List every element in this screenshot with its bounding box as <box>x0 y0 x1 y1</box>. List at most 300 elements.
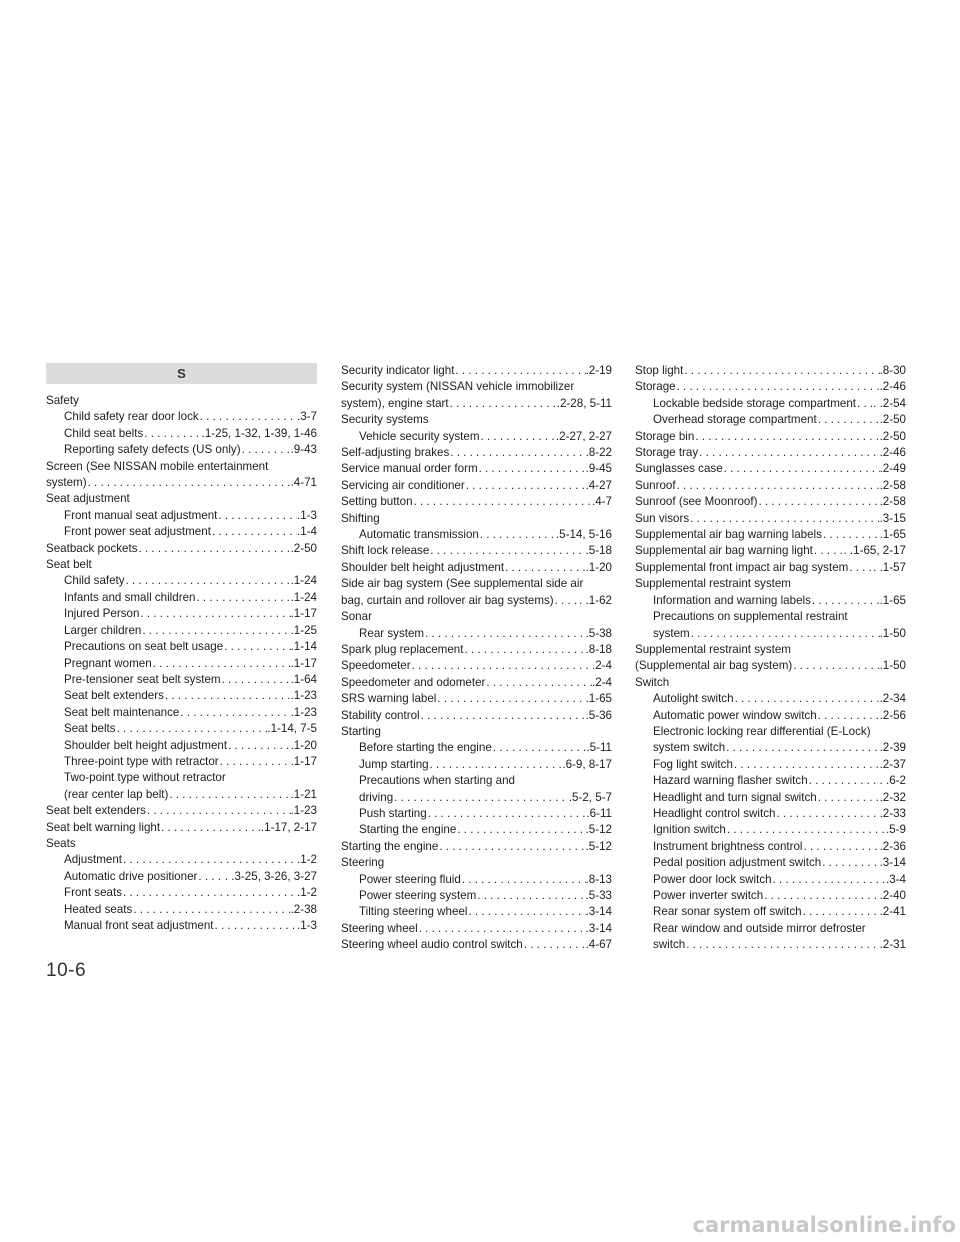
index-entry <box>635 429 906 445</box>
index-entry <box>635 379 906 395</box>
dot-leader <box>219 754 291 770</box>
index-entry <box>46 688 317 704</box>
index-entry <box>341 560 612 576</box>
index-entry <box>635 396 906 412</box>
dot-leader <box>476 888 585 904</box>
index-entry-term: Larger children <box>64 623 142 637</box>
index-entry-page: .2-46 <box>879 380 906 394</box>
dot-leader <box>438 839 585 855</box>
index-entry-page: .3-15 <box>879 511 906 525</box>
index-entry-term: Supplemental restraint system <box>635 577 791 591</box>
index-entry <box>341 691 612 707</box>
index-entry <box>46 541 317 557</box>
index-entry-page: .1-23 <box>290 705 317 719</box>
dot-leader <box>141 623 290 639</box>
dot-leader <box>676 379 880 395</box>
index-entry-page: .6-9, 8-17 <box>562 757 612 771</box>
dot-leader <box>554 593 579 609</box>
index-entry-page: .1-17 <box>290 607 317 621</box>
index-entry <box>46 557 317 573</box>
index-entry <box>341 363 612 379</box>
index-entry-page: .3-14 <box>585 921 612 935</box>
index-entry-page: .1-14 <box>290 640 317 654</box>
index-entry <box>46 836 317 852</box>
dot-leader <box>429 757 563 773</box>
index-entry-page: .1-65 <box>879 593 906 607</box>
index-entry <box>635 691 906 707</box>
index-entry-term: (rear center lap belt) <box>64 787 169 801</box>
index-entry <box>341 412 612 428</box>
index-entry-term: Starting the engine <box>341 839 439 853</box>
index-entry-page: .2-27, 2-27 <box>555 429 612 443</box>
dot-leader <box>822 527 880 543</box>
dot-leader <box>214 918 298 934</box>
index-entry-term: Autolight switch <box>653 692 734 706</box>
index-entry-term: Ignition switch <box>653 823 726 837</box>
index-entry-page: .5-38 <box>585 626 612 640</box>
index-entry-term: Three-point type with retractor <box>64 754 219 768</box>
index-entry-page: .2-37 <box>879 757 906 771</box>
dot-leader <box>467 904 585 920</box>
section-letter-header <box>46 363 317 384</box>
index-entry <box>635 773 906 789</box>
dot-leader <box>456 822 585 838</box>
index-entry-term: Steering wheel audio control switch <box>341 938 523 952</box>
index-entry <box>341 839 612 855</box>
dot-leader <box>461 872 586 888</box>
index-entry-term: Speedometer <box>341 659 411 673</box>
index-entry-term: Sunroof <box>635 478 676 492</box>
index-entry-page: .9-43 <box>290 443 317 457</box>
index-entry <box>635 855 906 871</box>
index-entry <box>635 609 906 625</box>
index-entry-term: Child safety <box>64 574 125 588</box>
index-entry-term: Push starting <box>359 806 427 820</box>
index-entry-term: Headlight and turn signal switch <box>653 790 817 804</box>
index-entry-page: .2-33 <box>879 806 906 820</box>
index-entry <box>635 740 906 756</box>
dot-leader <box>241 442 291 458</box>
index-entry <box>341 429 612 445</box>
dot-leader <box>817 708 880 724</box>
index-entry <box>46 738 317 754</box>
dot-leader <box>690 626 880 642</box>
index-entry-page: .1-65 <box>879 528 906 542</box>
index-entry-page: .1-21 <box>290 787 317 801</box>
dot-leader <box>449 396 557 412</box>
index-entry-term: system) <box>46 476 87 490</box>
dot-leader <box>221 672 291 688</box>
index-entry-term: Automatic transmission <box>359 528 479 542</box>
dot-leader <box>199 409 297 425</box>
index-entry <box>635 806 906 822</box>
index-entry-page: .1-24 <box>290 590 317 604</box>
index-entry <box>341 773 612 789</box>
index-entry-term: Seat belts <box>64 722 116 736</box>
index-entry <box>46 885 317 901</box>
dot-leader <box>808 773 886 789</box>
index-entry <box>341 576 612 592</box>
index-entry <box>635 527 906 543</box>
index-entry-page: .2-19 <box>585 364 612 377</box>
index-entry-page: .1-3 <box>297 919 317 932</box>
index-entry <box>341 642 612 658</box>
section-letter: S <box>177 366 186 381</box>
index-entry-term: Shoulder belt height adjustment <box>64 738 228 752</box>
dot-leader <box>122 885 297 901</box>
index-entry-term: Servicing air conditioner <box>341 478 465 492</box>
dot-leader <box>685 937 879 953</box>
index-entry-term: Supplemental air bag warning labels <box>635 528 822 542</box>
index-entry-page: .5-2, 5-7 <box>568 790 612 804</box>
index-entry-term: Switch <box>635 675 670 689</box>
index-entry <box>341 626 612 642</box>
dot-leader <box>217 508 297 524</box>
dot-leader <box>775 806 879 822</box>
index-entry <box>635 593 906 609</box>
index-entry <box>341 609 612 625</box>
dot-leader <box>463 642 585 658</box>
dot-leader <box>723 461 880 477</box>
index-entry-term: Stop light <box>635 364 684 377</box>
index-entry-page: .2-56 <box>879 708 906 722</box>
index-entry-page: .2-41 <box>879 905 906 919</box>
index-entry-term: SRS warning label <box>341 692 437 706</box>
index-entry <box>46 475 317 491</box>
index-entry <box>635 494 906 510</box>
index-entry-term: Shoulder belt height adjustment <box>341 560 505 574</box>
index-entry-term: Power steering fluid <box>359 872 461 886</box>
index-entry-page: .1-17, 2-17 <box>260 820 317 834</box>
index-entry-term: Spark plug replacement <box>341 642 464 656</box>
index-entry-page: .5-12 <box>585 823 612 837</box>
index-entry <box>46 524 317 540</box>
dot-leader <box>125 573 291 589</box>
index-entry-page: .2-4 <box>592 659 612 673</box>
index-entry-term: Starting <box>341 724 381 738</box>
dot-leader <box>523 937 586 953</box>
index-entry <box>46 787 317 803</box>
dot-leader <box>197 869 224 885</box>
index-entry-page: .6-11 <box>586 806 612 820</box>
dot-leader <box>689 511 879 527</box>
index-entry-term: Seats <box>46 836 76 850</box>
dot-leader <box>420 708 586 724</box>
dot-leader <box>772 872 886 888</box>
index-entry-page: .1-25 <box>290 623 317 637</box>
dot-leader <box>763 888 879 904</box>
dot-leader <box>694 429 879 445</box>
dot-leader <box>87 475 291 491</box>
index-entry-page: .2-40 <box>879 889 906 902</box>
index-entry-page: .5-36 <box>585 708 612 722</box>
index-entry <box>341 921 612 937</box>
index-entry-page: .5-18 <box>585 544 612 558</box>
dot-leader <box>454 363 585 379</box>
index-entry-term: Steering <box>341 856 385 870</box>
index-entry-term: Setting button <box>341 495 413 509</box>
index-entry-page: .2-50 <box>879 413 906 427</box>
index-entry-term: Safety <box>46 394 79 407</box>
index-entry-page: .4-67 <box>585 938 612 952</box>
index-entry-term: Automatic drive positioner <box>64 869 198 883</box>
index-entry-term: Seat belt <box>46 558 92 572</box>
dot-leader <box>480 429 556 445</box>
index-entry-term: Rear sonar system off switch <box>653 905 802 919</box>
index-entry-term: Power inverter switch <box>653 889 764 902</box>
index-entry-page: .8-30 <box>879 364 906 377</box>
index-entry-page: .2-31 <box>879 938 906 952</box>
index-entry <box>46 770 317 786</box>
index-entry-page: .1-65 <box>585 692 612 706</box>
index-entry <box>341 855 612 871</box>
index-entry-term: Rear window and outside mirror defroster <box>653 921 866 935</box>
index-entry-term: Security systems <box>341 413 429 427</box>
index-entry-term: Precautions on supplemental restraint <box>653 610 848 624</box>
dot-leader <box>411 658 592 674</box>
index-entry-page: .3-14 <box>585 905 612 919</box>
index-entry-term: Storage tray <box>635 446 699 460</box>
index-entry <box>341 740 612 756</box>
index-entry-page: .1-23 <box>290 689 317 703</box>
index-entry <box>635 822 906 838</box>
dot-leader <box>811 593 880 609</box>
index-entry-term: Automatic power window switch <box>653 708 817 722</box>
index-entry-page: .1-20 <box>290 738 317 752</box>
index-entry-term: Self-adjusting brakes <box>341 446 450 460</box>
index-entry-page: .1-2 <box>297 886 317 900</box>
index-entry-page: .2-34 <box>879 692 906 706</box>
index-entry <box>341 904 612 920</box>
index-entry-page: .6-2 <box>886 774 906 788</box>
dot-leader <box>195 590 290 606</box>
index-entry <box>46 672 317 688</box>
index-entry-term: Precautions when starting and <box>359 774 515 788</box>
index-entry-term: Screen (See NISSAN mobile entertainment <box>46 459 269 473</box>
dot-leader <box>152 656 291 672</box>
index-entry-term: Child safety rear door lock <box>64 410 199 424</box>
index-entry-term: Seat adjustment <box>46 492 130 506</box>
index-entry <box>46 639 317 655</box>
index-entry-page: .2-32 <box>879 790 906 804</box>
index-entry <box>46 426 317 442</box>
dot-leader <box>478 461 586 477</box>
page-number: 10-6 <box>46 960 87 981</box>
dot-leader <box>479 527 556 543</box>
index-entry-page: .2-58 <box>879 478 906 492</box>
index-entry-term: bag, curtain and rollover air bag systems) <box>341 593 554 607</box>
index-entry-term: Storage bin <box>635 429 695 443</box>
index-entry-term: Electronic locking rear differential (E-Lock) <box>653 724 871 738</box>
index-entry-page: .2-39 <box>879 741 906 755</box>
index-entry-term: Sunroof (see Moonroof) <box>635 495 758 509</box>
index-entry <box>46 803 317 819</box>
index-entry-page: .2-38 <box>290 902 317 916</box>
index-entry <box>635 445 906 461</box>
index-entry-page: . .3-25, 3-26, 3-27 <box>224 869 317 883</box>
dot-leader <box>143 426 201 442</box>
index-entry-page: .2-58 <box>879 495 906 509</box>
dot-leader <box>802 904 880 920</box>
index-entry-term: Power steering system <box>359 889 477 902</box>
index-entry-term: Vehicle security system <box>359 429 480 443</box>
dot-leader <box>227 738 290 754</box>
index-entry-term: Pregnant women <box>64 656 152 670</box>
index-entry-page: .4-27 <box>585 478 612 492</box>
index-entry <box>635 904 906 920</box>
index-entry <box>341 461 612 477</box>
dot-leader <box>465 478 586 494</box>
index-entry-page: .1-23 <box>290 804 317 818</box>
index-entry-term: Front seats <box>64 886 122 900</box>
index-entry-term: Front manual seat adjustment <box>64 508 218 522</box>
index-entry <box>341 396 612 412</box>
index-entry <box>46 656 317 672</box>
index-entry <box>341 872 612 888</box>
index-entry <box>46 590 317 606</box>
index-entry-term: Fog light switch <box>653 757 733 771</box>
index-entry-term: Seat belt extenders <box>46 804 146 818</box>
index-entry <box>341 790 612 806</box>
dot-leader <box>726 822 886 838</box>
index-entry-term: Security system (NISSAN vehicle immobilizer <box>341 380 575 394</box>
index-entry-term: system), engine start <box>341 396 449 410</box>
index-entry <box>46 902 317 918</box>
index-entry-page: . .1-65, 2-17 <box>843 544 906 558</box>
index-entry-page: .2-50 <box>879 429 906 443</box>
index-entry <box>46 820 317 836</box>
index-entry <box>635 790 906 806</box>
index-entry-term: Sunglasses case <box>635 462 723 476</box>
index-entry-page: .2-4 <box>592 675 612 689</box>
index-entry-term: Pedal position adjustment switch <box>653 856 822 870</box>
dot-leader <box>413 494 592 510</box>
index-entry-page: .1-4 <box>297 525 317 539</box>
index-entry <box>341 937 612 953</box>
index-entry-term: Stability control <box>341 708 420 722</box>
index-entry-term: Instrument brightness control <box>653 839 803 853</box>
index-entry-page: .4-7 <box>592 495 612 509</box>
index-entry <box>635 461 906 477</box>
index-entry <box>341 478 612 494</box>
index-entry-term: Manual front seat adjustment <box>64 919 214 932</box>
index-entry-page: .4-71 <box>290 476 317 490</box>
index-entry <box>635 412 906 428</box>
index-entry-page: .1-3 <box>297 508 317 522</box>
dot-leader <box>848 560 873 576</box>
index-entry <box>46 606 317 622</box>
dot-leader <box>817 790 880 806</box>
index-entry-term: Starting the engine <box>359 823 457 837</box>
index-entry-page: .1-20 <box>585 560 612 574</box>
index-entry <box>635 543 906 559</box>
index-entry-term: Side air bag system (See supplemental side air <box>341 577 584 591</box>
index-entry-page: . .1-57 <box>873 560 906 574</box>
index-entry-page: . .2-54 <box>873 396 906 410</box>
index-entry <box>341 724 612 740</box>
index-entry <box>635 675 906 691</box>
dot-leader <box>817 412 880 428</box>
index-entry <box>341 494 612 510</box>
dot-leader <box>725 740 879 756</box>
dot-leader <box>757 494 879 510</box>
index-entry <box>635 937 906 953</box>
index-entry <box>635 363 906 379</box>
dot-leader <box>211 524 297 540</box>
index-entry-term: Speedometer and odometer <box>341 675 486 689</box>
dot-leader <box>179 705 290 721</box>
index-entry-page: .8-18 <box>585 642 612 656</box>
index-entry-page: .5-14, 5-16 <box>555 528 612 542</box>
index-entry-page: .1-14, 7-5 <box>267 722 317 736</box>
index-entry-term: Seat belt maintenance <box>64 705 180 719</box>
index-entry-term: Sun visors <box>635 511 690 525</box>
index-entry <box>341 708 612 724</box>
index-entry <box>341 806 612 822</box>
dot-leader <box>429 543 585 559</box>
dot-leader <box>122 852 297 868</box>
index-entry <box>635 839 906 855</box>
index-column-1 <box>46 393 317 934</box>
index-entry-term: Supplemental front impact air bag system <box>635 560 849 574</box>
dot-leader <box>856 396 873 412</box>
index-entry <box>635 757 906 773</box>
index-entry-page: .5-11 <box>586 741 612 755</box>
dot-leader <box>734 691 880 707</box>
dot-leader <box>160 820 261 836</box>
index-entry-page: .8-22 <box>585 446 612 460</box>
index-entry-page: .1-24 <box>290 574 317 588</box>
dot-leader <box>427 806 587 822</box>
dot-leader <box>676 478 880 494</box>
index-entry-term: Power door lock switch <box>653 872 772 886</box>
index-entry-page: .1-17 <box>290 656 317 670</box>
index-entry-term: Precautions on seat belt usage <box>64 640 224 654</box>
index-entry <box>341 822 612 838</box>
index-entry-page: .1-50 <box>879 626 906 640</box>
index-entry-term: Shifting <box>341 511 380 525</box>
index-entry-page: .1-64 <box>290 672 317 686</box>
index-entry-page: .3-4 <box>886 872 906 886</box>
index-entry-page: .2-46 <box>879 446 906 460</box>
dot-leader <box>146 803 291 819</box>
dot-leader <box>393 790 569 806</box>
index-entry <box>635 642 906 658</box>
dot-leader <box>223 639 290 655</box>
dot-leader <box>424 626 585 642</box>
index-entry <box>46 918 317 934</box>
index-entry <box>46 852 317 868</box>
dot-leader <box>418 921 586 937</box>
index-entry <box>46 393 317 409</box>
index-entry-page: .3-14 <box>879 856 906 870</box>
index-entry <box>46 721 317 737</box>
index-column-3 <box>635 363 906 954</box>
index-entry-term: Child seat belts <box>64 426 144 440</box>
index-entry-term: Front power seat adjustment <box>64 525 211 539</box>
index-entry-page: .8-13 <box>585 872 612 886</box>
dot-leader <box>138 541 291 557</box>
dot-leader <box>168 787 290 803</box>
index-entry-term: Supplemental restraint system <box>635 642 791 656</box>
index-entry-term: Tilting steering wheel <box>359 905 468 919</box>
index-entry-term: Infants and small children <box>64 590 196 604</box>
index-entry-term: Seatback pockets <box>46 541 138 555</box>
index-entry <box>46 705 317 721</box>
dot-leader <box>733 757 880 773</box>
index-entry <box>635 921 906 937</box>
index-entry-term: Supplemental air bag warning light <box>635 544 813 558</box>
